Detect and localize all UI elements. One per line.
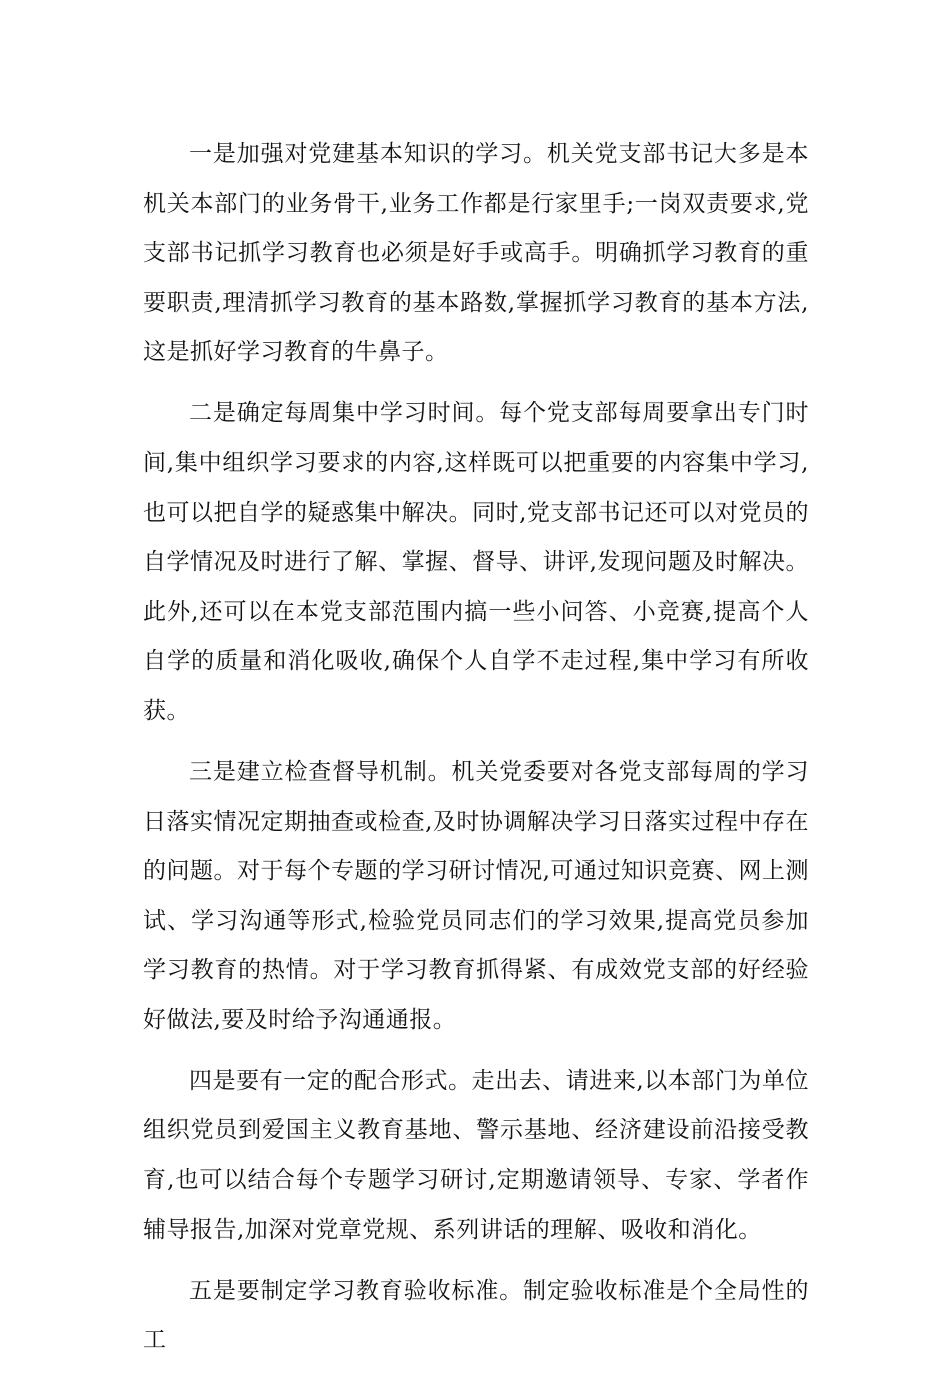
paragraph-4: 四是要有一定的配合形式。走出去、请进来,以本部门为单位组织党员到爱国主义教育基地、警示基地、经济建设前沿接受教育,也可以结合每个专题学习研讨,定期邀请领导、专家、学者作辅导报告,加深对党章党规、系列讲话的理解、吸收和消化。 xyxy=(143,1067,809,1243)
paragraph-5: 五是要制定学习教育验收标准。制定验收标准是个全局性的工 xyxy=(143,1277,809,1354)
paragraph-3: 三是建立检查督导机制。机关党委要对各党支部每周的学习日落实情况定期抽查或检查,及时协调解决学习日落实过程中存在的问题。对于每个专题的学习研讨情况,可通过知识竞赛、网上测试、学习沟通等形式,检验党员同志们的学习效果,提高党员参加学习教育的热情。对于学习教育抓得紧、有成效党支部的好经验好做法,要及时给予沟通通报。 xyxy=(143,758,809,1033)
paragraph-2: 二是确定每周集中学习时间。每个党支部每周要拿出专门时间,集中组织学习要求的内容,这样既可以把重要的内容集中学习,也可以把自学的疑惑集中解决。同时,党支部书记还可以对党员的自学情况及时进行了解、掌握、督导、讲评,发现问题及时解决。此外,还可以在本党支部范围内搞一些小问答、小竞赛,提高个人自学的质量和消化吸收,确保个人自学不走过程,集中学习有所收获。 xyxy=(143,400,809,724)
paragraph-1: 一是加强对党建基本知识的学习。机关党支部书记大多是本机关本部门的业务骨干,业务工作都是行家里手;一岗双责要求,党支部书记抓学习教育也必须是好手或高手。明确抓学习教育的重要职责,理清抓学习教育的基本路数,掌握抓学习教育的基本方法,这是抓好学习教育的牛鼻子。 xyxy=(143,141,809,366)
document-body xyxy=(143,130,809,1377)
